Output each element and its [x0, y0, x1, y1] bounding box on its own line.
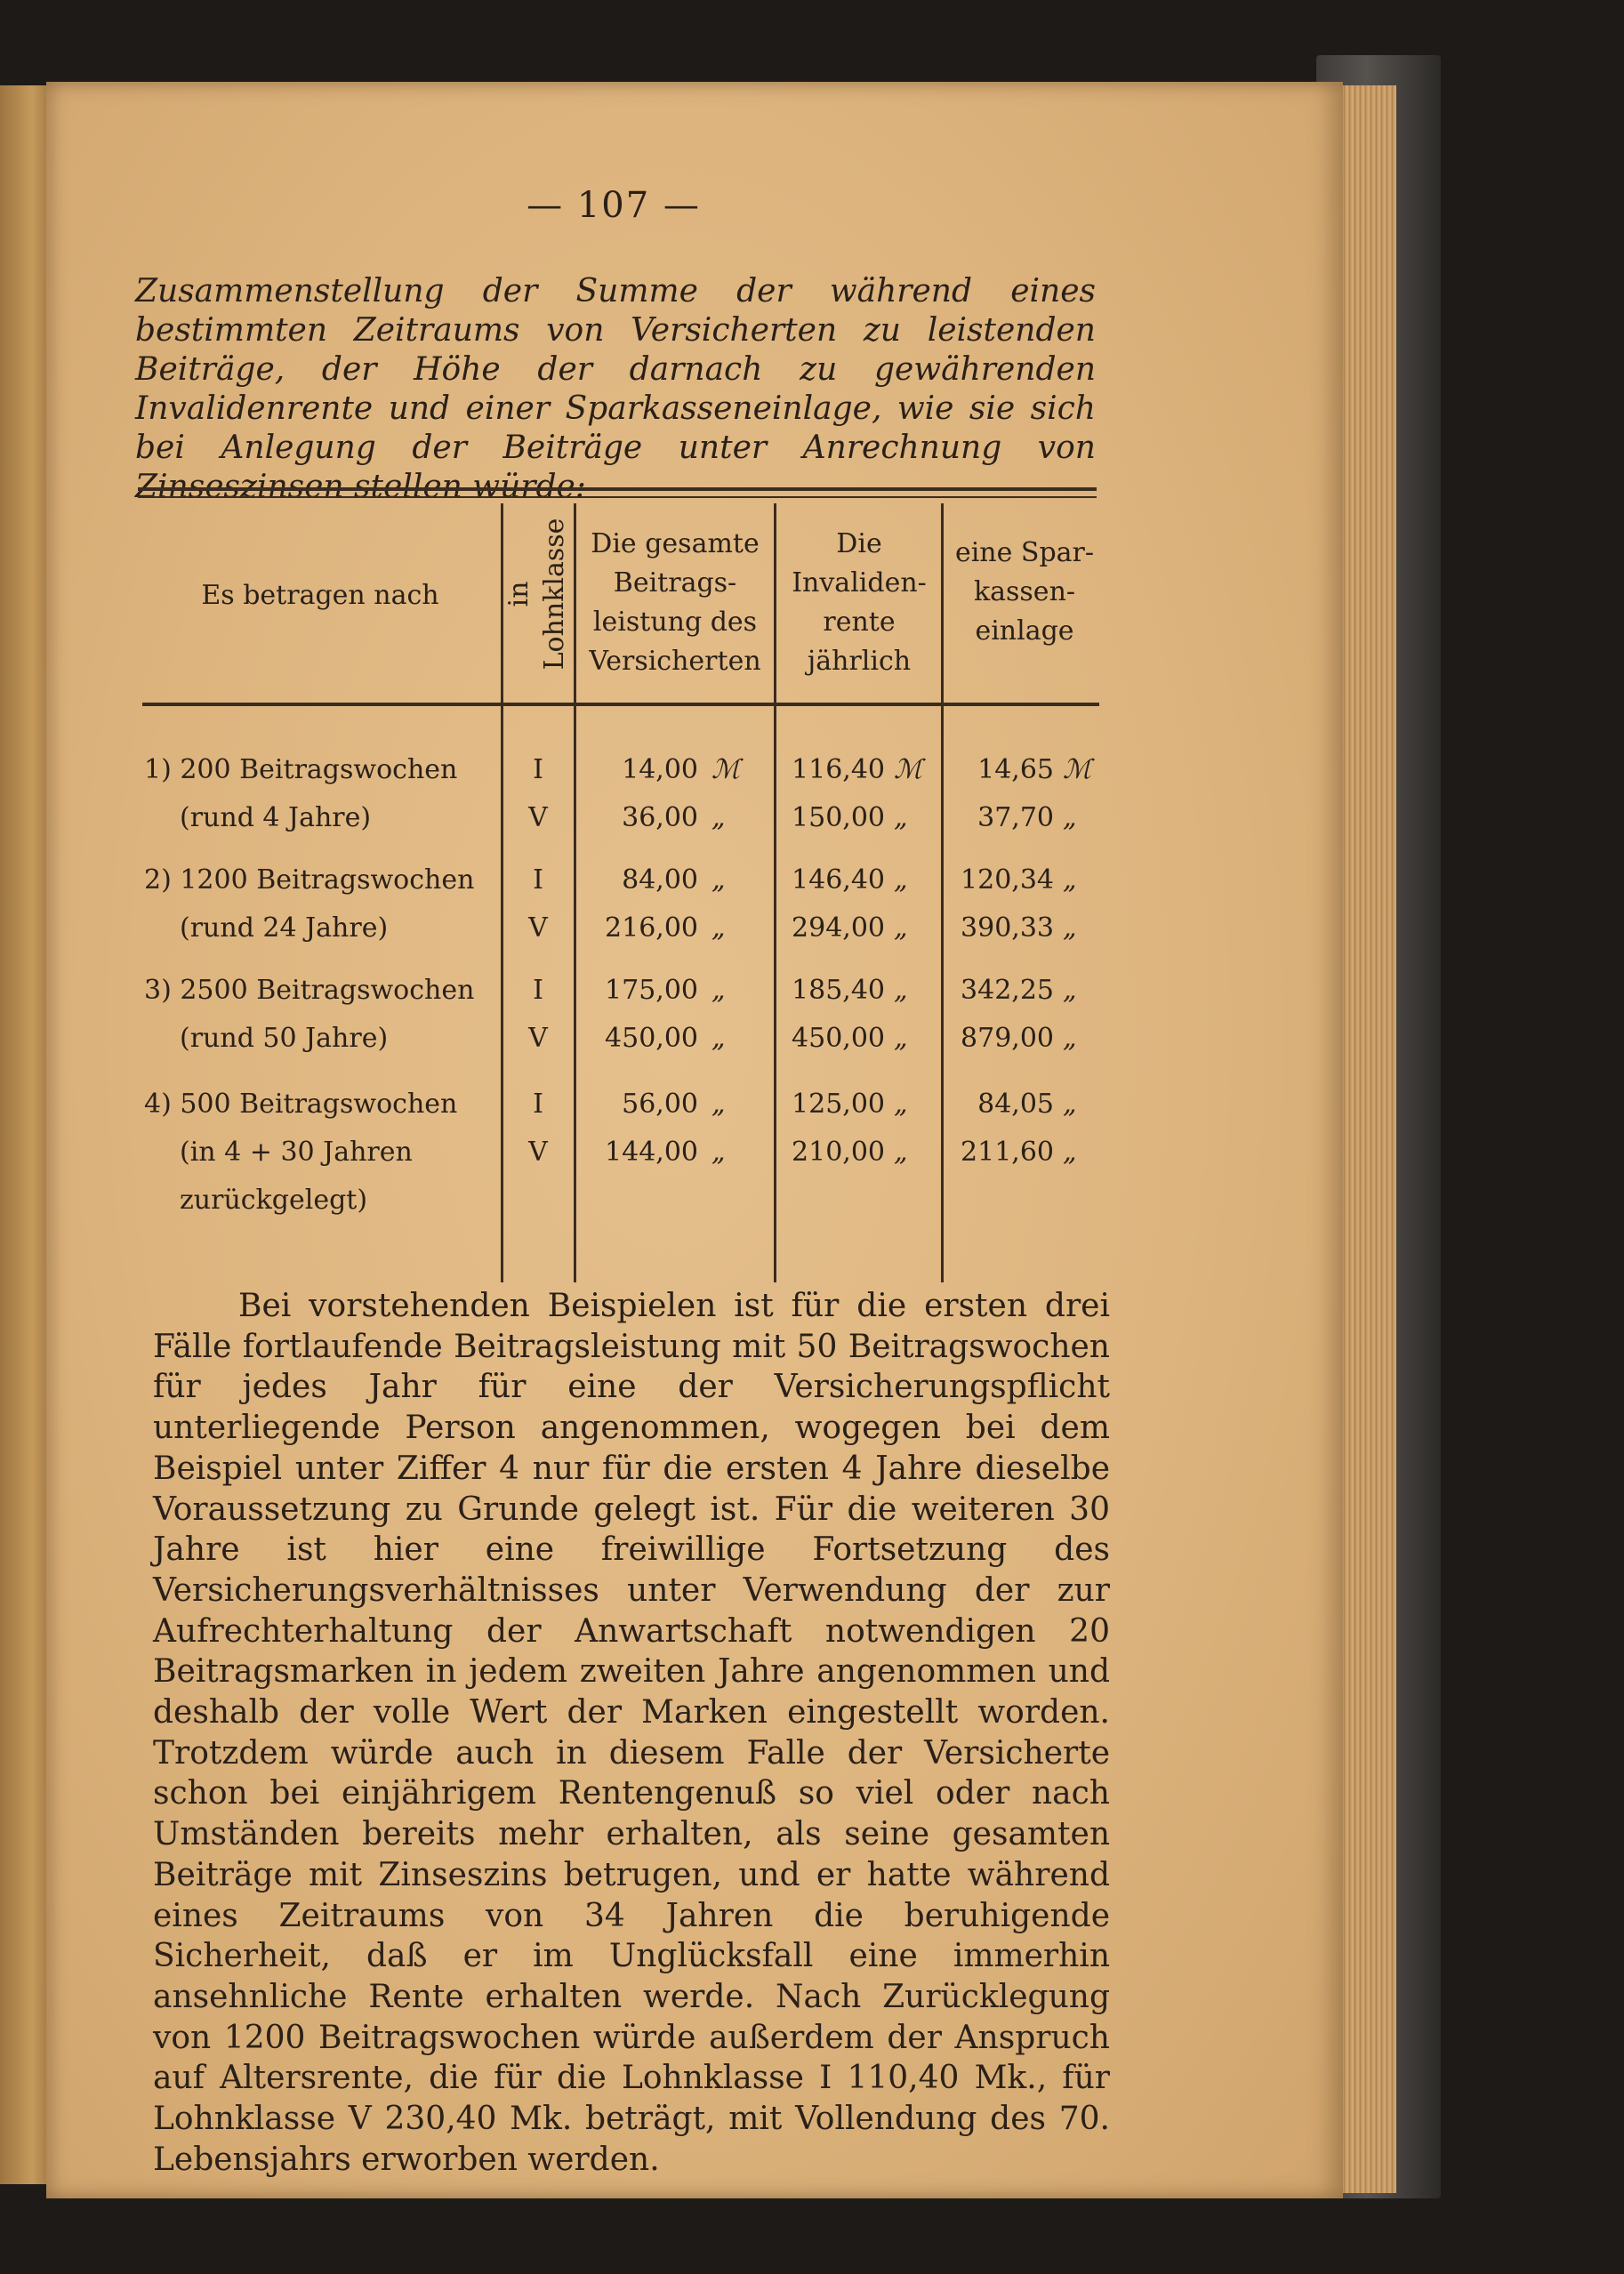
- row-rente: 125,00: [792, 1089, 885, 1120]
- row-beitrag-unit: ℳ: [712, 754, 741, 785]
- header-line: Invaliden-: [792, 567, 927, 599]
- row-rente-unit: „: [894, 1089, 908, 1120]
- table-header-rule: [142, 703, 1099, 706]
- row-beitrag-unit: „: [712, 975, 726, 1006]
- row-beitrag-unit: „: [712, 912, 726, 944]
- row-rente: 150,00: [792, 802, 885, 833]
- page-edges: [1334, 85, 1396, 2193]
- header-line: kassen-: [973, 576, 1076, 607]
- row-beitrag: 36,00: [622, 802, 698, 833]
- row-rente-unit: „: [894, 912, 908, 944]
- row-beitrag: 84,00: [622, 864, 698, 896]
- row-rente: 450,00: [792, 1023, 885, 1054]
- row-rente-unit: „: [894, 1137, 908, 1168]
- header-line: jährlich: [807, 646, 912, 677]
- facing-page-edge: [0, 85, 46, 2184]
- row-label: (rund 50 Jahre): [180, 1023, 389, 1054]
- row-beitrag: 175,00: [605, 975, 698, 1006]
- header-line: rente: [823, 607, 896, 638]
- row-label: (rund 24 Jahre): [180, 912, 389, 944]
- row-spar-unit: „: [1063, 912, 1077, 944]
- row-lohnklasse: V: [528, 1023, 548, 1054]
- header-invalidenrente: [778, 525, 940, 681]
- row-spar: 211,60: [961, 1137, 1054, 1168]
- row-rente-unit: „: [894, 975, 908, 1006]
- row-lohnklasse: V: [528, 1137, 548, 1168]
- row-beitrag: 14,00: [622, 754, 698, 785]
- row-beitrag: 450,00: [605, 1023, 698, 1054]
- row-rente: 146,40: [792, 864, 885, 896]
- column-divider: [941, 503, 944, 1282]
- header-line: einlage: [975, 615, 1074, 647]
- row-label: 4) 500 Beitragswochen: [144, 1089, 458, 1120]
- row-lohnklasse: I: [533, 1089, 543, 1120]
- row-spar-unit: „: [1063, 1023, 1077, 1054]
- row-spar-unit: „: [1063, 802, 1077, 833]
- row-beitrag-unit: „: [712, 802, 726, 833]
- row-beitrag: 56,00: [622, 1089, 698, 1120]
- page-number: — 107 —: [527, 185, 701, 226]
- row-lohnklasse: I: [533, 864, 543, 896]
- row-rente: 185,40: [792, 975, 885, 1006]
- row-rente: 294,00: [792, 912, 885, 944]
- row-label: (rund 4 Jahre): [180, 802, 372, 833]
- row-spar-unit: ℳ: [1063, 754, 1092, 785]
- header-line: Versicherten: [589, 646, 761, 677]
- row-spar: 120,34: [961, 864, 1054, 896]
- row-beitrag-unit: „: [712, 864, 726, 896]
- header-sparkasseneinlage: [945, 534, 1105, 651]
- row-spar-unit: „: [1063, 1137, 1077, 1168]
- header-line: eine Spar-: [954, 537, 1095, 568]
- row-rente-unit: „: [894, 1023, 908, 1054]
- row-lohnklasse: I: [533, 975, 543, 1006]
- row-label: zurückgelegt): [180, 1185, 368, 1216]
- row-label: 1) 200 Beitragswochen: [144, 754, 458, 785]
- row-spar-unit: „: [1063, 1089, 1077, 1120]
- row-lohnklasse: V: [528, 802, 548, 833]
- row-label: (in 4 + 30 Jahren: [180, 1137, 413, 1168]
- row-rente-unit: „: [894, 802, 908, 833]
- header-line: leistung des: [592, 607, 758, 638]
- row-spar: 879,00: [961, 1023, 1054, 1054]
- header-beitragsleistung: [578, 525, 772, 681]
- table-top-rule-thin: [138, 496, 1097, 498]
- row-spar: 14,65: [977, 754, 1054, 785]
- row-label: 3) 2500 Beitragswochen: [144, 975, 475, 1006]
- table-top-rule: [138, 487, 1097, 491]
- header-lohnklasse-text: in Lohnklasse: [503, 518, 570, 671]
- row-rente: 210,00: [792, 1137, 885, 1168]
- row-beitrag-unit: „: [712, 1137, 726, 1168]
- table-caption: Zusammenstellung der Summe der während eines bestimmten Zeitraums von Versicherten zu leistenden Beiträge, der Höhe der darnach zu gewährenden Invalidenrente und einer Sparkasseneinlage, wie sie sich bei Anlegung der Beiträge unter Anrechnung von Zinseszinsen stellen würde:: [135, 273, 1096, 505]
- row-beitrag: 216,00: [605, 912, 698, 944]
- header-line: Die gesamte: [591, 528, 760, 559]
- row-rente-unit: ℳ: [894, 754, 923, 785]
- row-beitrag-unit: „: [712, 1089, 726, 1120]
- body-paragraph: Bei vorstehenden Beispielen ist für die ersten drei Fälle fortlaufende Beitragsleistung mit 50 Beitragswochen für jedes Jahr für eine der Versicherungspflicht unterliegende Person angenommen, wogegen bei dem Beispiel unter Ziffer 4 nur für die ersten 4 Jahre dieselbe Voraussetzung zu Grunde gelegt ist. Für die weiteren 30 Jahre ist hier eine freiwillige Fortsetzung des Versicherungsverhältnisses unter Verwendung der zur Aufrechterhaltung der Anwartschaft notwendigen 20 Beitragsmarken in jedem zweiten Jahre angenommen und deshalb der volle Wert der Marken eingestellt worden. Trotzdem würde auch in diesem Falle der Versicherte schon bei einjährigem Rentengenuß so viel oder nach Umständen bereits mehr erhalten, als seine gesamten Beiträge mit Zinseszins betrugen, und er hatte während eines Zeitraums von 34 Jahren die beruhigende Sicherheit, daß er im Unglücksfall eine immerhin ansehnliche Rente erhalten werde. Nach Zurücklegung von 1200 Beitragswochen würde außerdem der Anspruch auf Altersrente, die für die Lohnklasse I 110,40 Mk., für Lohnklasse V 230,40 Mk. beträgt, mit Vollendung des 70. Lebensjahrs erworben werden.: [153, 1288, 1110, 2178]
- row-spar: 390,33: [961, 912, 1054, 944]
- row-lohnklasse: I: [533, 754, 543, 785]
- header-line: Beitrags-: [613, 567, 737, 599]
- row-spar: 342,25: [961, 975, 1054, 1006]
- row-spar: 37,70: [977, 802, 1054, 833]
- row-rente-unit: „: [894, 864, 908, 896]
- header-es-betragen-nach: Es betragen nach: [201, 580, 439, 611]
- row-beitrag: 144,00: [605, 1137, 698, 1168]
- row-label: 2) 1200 Beitragswochen: [144, 864, 475, 896]
- header-line: Die: [836, 528, 882, 559]
- column-divider: [774, 503, 776, 1282]
- row-lohnklasse: V: [528, 912, 548, 944]
- row-rente: 116,40: [792, 754, 885, 785]
- row-spar-unit: „: [1063, 975, 1077, 1006]
- row-spar: 84,05: [977, 1089, 1054, 1120]
- row-beitrag-unit: „: [712, 1023, 726, 1054]
- row-spar-unit: „: [1063, 864, 1077, 896]
